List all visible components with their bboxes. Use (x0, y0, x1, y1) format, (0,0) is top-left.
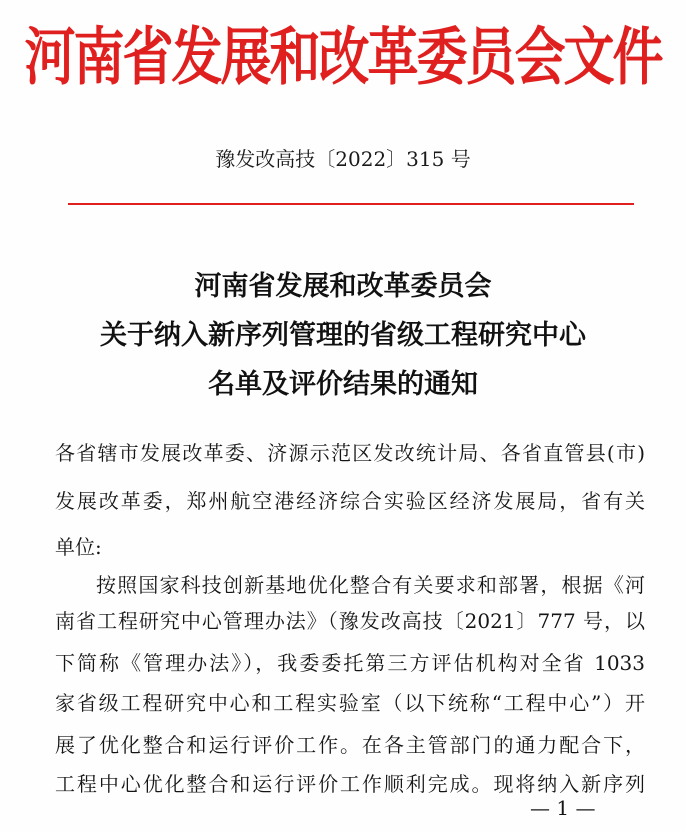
notice-title-line-1: 河南省发展和改革委员会 (194, 271, 492, 302)
body-line-paragraph-3: 下简称《管理办法》），我委委托第三方评估机构对全省 1033 (55, 651, 645, 675)
body-line-paragraph-5: 展了优化整合和运行评价工作。在各主管部门的通力配合下， (55, 733, 645, 757)
body-line-paragraph-1: 按照国家科技创新基地优化整合有关要求和部署，根据《河 (96, 573, 645, 597)
agency-header-title: 河南省发展和改革委员会文件 (24, 21, 662, 95)
notice-title-line-2: 关于纳入新序列管理的省级工程研究中心 (100, 320, 586, 351)
body-line-addressees-1: 各省辖市发展改革委、济源示范区发改统计局、各省直管县(市) (55, 441, 645, 465)
notice-title-line-3: 名单及评价结果的通知 (208, 369, 478, 400)
body-line-paragraph-6: 工程中心优化整合和运行评价工作顺利完成。现将纳入新序列 (55, 772, 645, 796)
body-line-paragraph-2: 南省工程研究中心管理办法》（豫发改高技〔2021〕777 号，以 (55, 609, 645, 633)
body-line-paragraph-4: 家省级工程研究中心和工程实验室（以下统称“工程中心”）开 (55, 691, 645, 715)
body-line-addressees-2: 发展改革委，郑州航空港经济综合实验区经济发展局，省有关 (55, 489, 645, 513)
page-number: — 1 — (530, 796, 596, 820)
body-line-addressees-3: 单位: (55, 535, 102, 559)
red-divider-line (68, 203, 634, 205)
document-number: 豫发改高技〔2022〕315 号 (215, 147, 471, 171)
